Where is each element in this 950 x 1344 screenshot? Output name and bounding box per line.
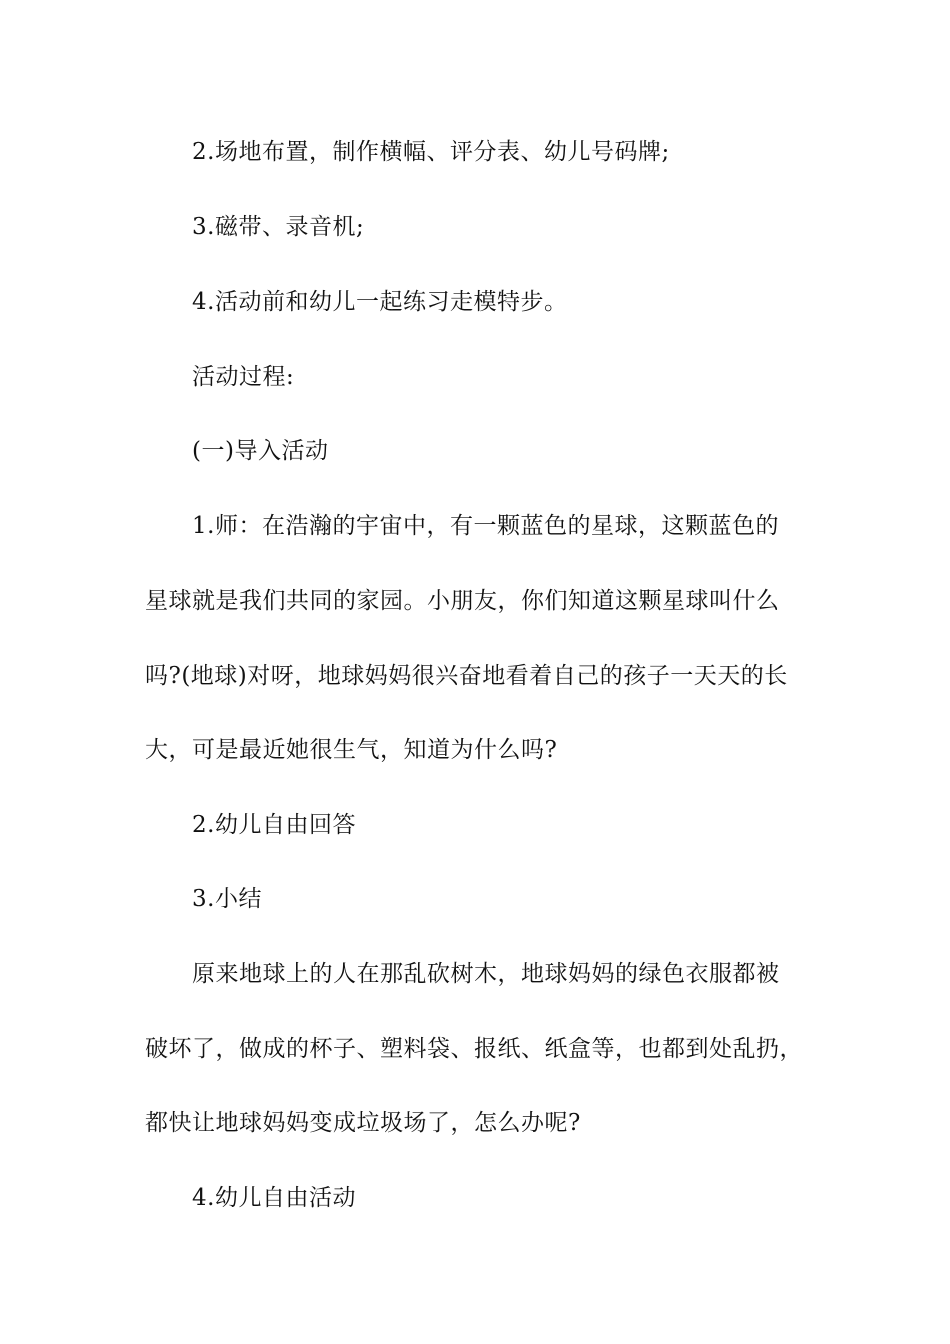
paragraph-line: 1.师：在浩瀚的宇宙中，有一颗蓝色的星球，这颗蓝色的 — [192, 513, 779, 539]
paragraph-line: 4.幼儿自由活动 — [192, 1185, 356, 1211]
paragraph-line: 大，可是最近她很生气，知道为什么吗? — [145, 737, 558, 763]
paragraph-line: 原来地球上的人在那乱砍树木，地球妈妈的绿色衣服都被 — [192, 961, 780, 987]
paragraph-line: 都快让地球妈妈变成垃圾场了，怎么办呢? — [145, 1110, 581, 1136]
section-heading: 活动过程: — [192, 364, 295, 390]
paragraph-line: 吗?(地球)对呀，地球妈妈很兴奋地看着自己的孩子一天天的长 — [145, 663, 788, 689]
paragraph-line: 4.活动前和幼儿一起练习走模特步。 — [192, 289, 568, 315]
paragraph-line: 3.磁带、录音机; — [192, 214, 365, 240]
subsection-heading: (一)导入活动 — [192, 438, 329, 464]
paragraph-line: 破坏了，做成的杯子、塑料袋、报纸、纸盒等，也都到处乱扔， — [145, 1036, 803, 1062]
paragraph-line: 3.小结 — [192, 886, 262, 912]
paragraph-line: 2.场地布置，制作横幅、评分表、幼儿号码牌; — [192, 139, 670, 165]
paragraph-line: 星球就是我们共同的家园。小朋友，你们知道这颗星球叫什么 — [145, 588, 780, 614]
paragraph-line: 2.幼儿自由回答 — [192, 812, 356, 838]
